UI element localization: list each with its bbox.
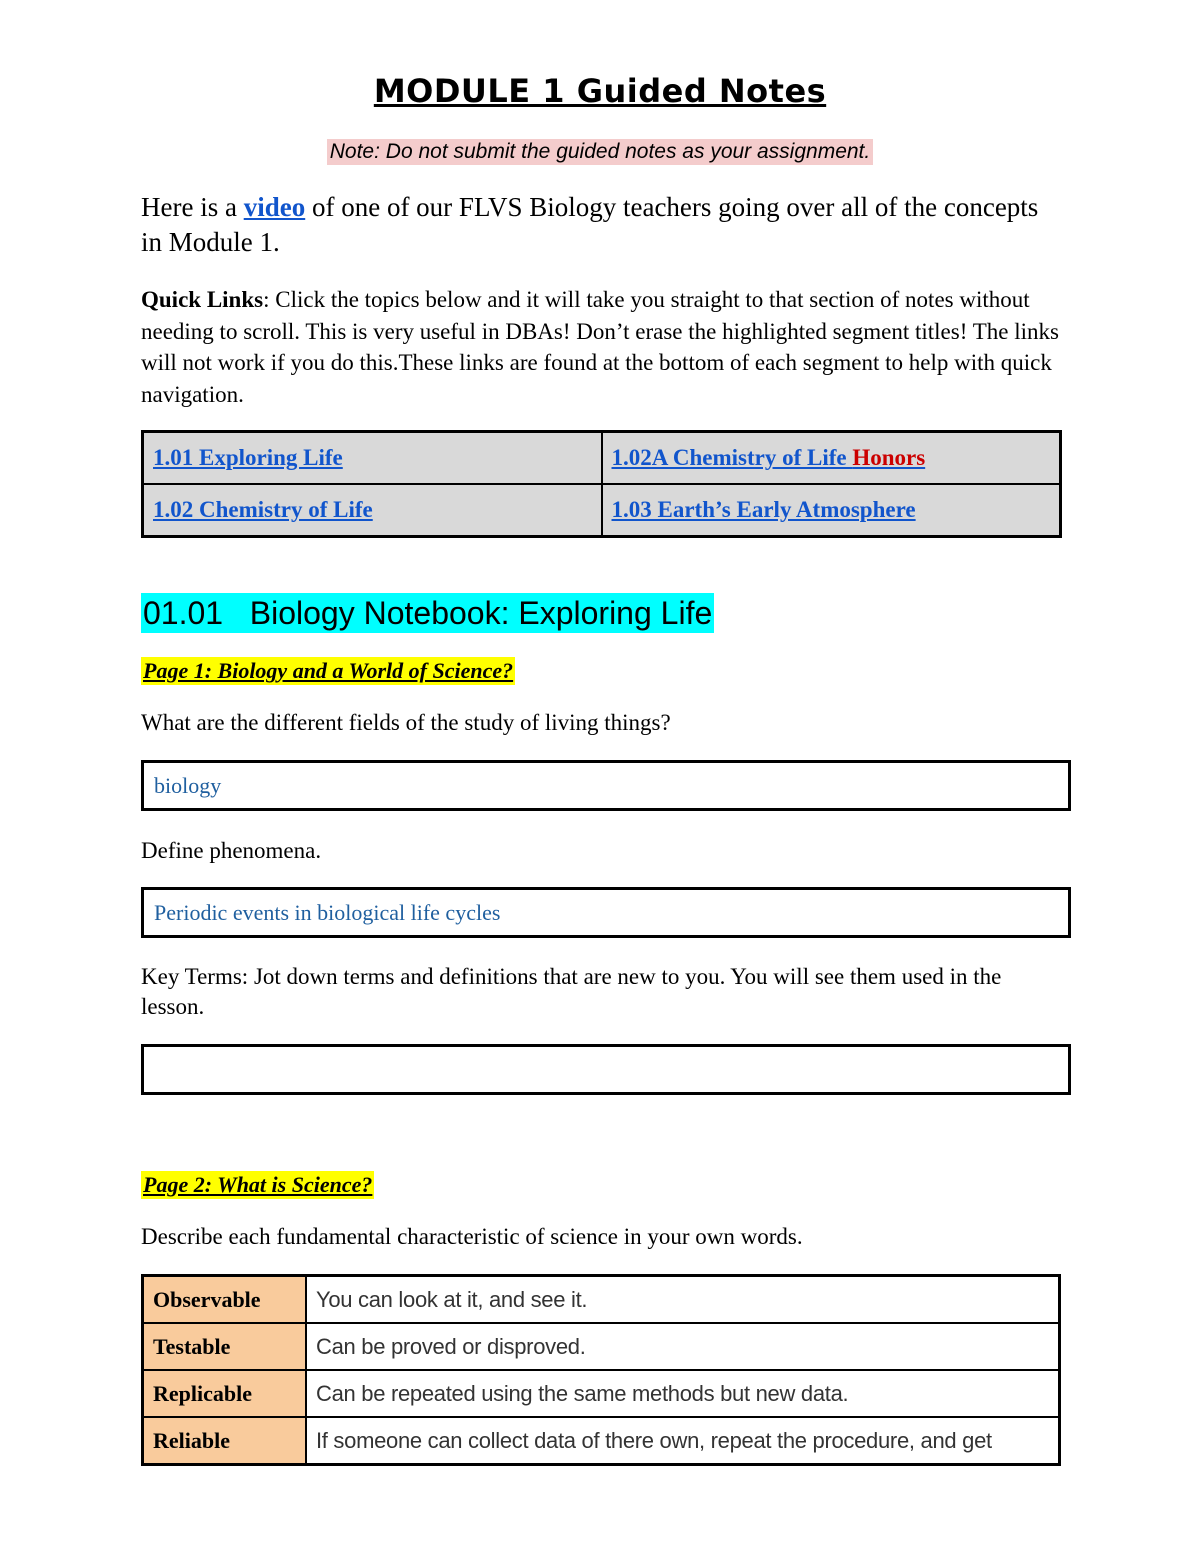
definition-cell[interactable]: Can be repeated using the same methods but new data. [306,1370,1060,1417]
term-cell: Reliable [143,1417,307,1465]
answer-phenomena[interactable] [141,887,1071,938]
link-1-03-atmosphere[interactable]: 1.03 Earth’s Early Atmosphere [611,497,916,522]
link-1-02a-chemistry[interactable]: 1.02A Chemistry of Life [611,445,853,470]
link-1-02-chemistry[interactable]: 1.02 Chemistry of Life [153,497,373,522]
page-title: MODULE 1 Guided Notes [373,72,827,110]
video-link[interactable]: video [243,192,306,222]
definition-cell[interactable]: If someone can collect data of there own, repeat the procedure, and get [306,1417,1060,1465]
table-row [143,1370,1060,1417]
note-wrapper [0,139,1200,165]
intro-suffix: of one of our FLVS Biology teachers going over all of the concepts in Module 1. [141,192,1039,257]
definition-cell[interactable]: You can look at it, and see it. [306,1276,1060,1324]
link-cell-1-01[interactable] [143,432,602,485]
question-characteristics: Describe each fundamental characteristic of science in your own words. [141,1224,803,1249]
answer-fields[interactable] [141,760,1071,811]
submission-note: Note: Do not submit the guided notes as your assignment. [327,139,873,165]
characteristics-table [141,1274,1061,1466]
term-cell: Testable [143,1323,307,1370]
quick-links-paragraph [141,284,1061,410]
link-1-01-exploring-life[interactable]: 1.01 Exploring Life [153,445,343,470]
answer-fields-text: biology [154,772,222,798]
intro-prefix: Here is a [141,192,244,222]
term-cell: Observable [143,1276,307,1324]
answer-phenomena-text: Periodic events in biological life cycles [154,899,501,925]
link-cell-1-03[interactable] [602,484,1061,537]
table-row [143,1323,1060,1370]
page1-heading: Page 1: Biology and a World of Science? [143,658,514,683]
page2-heading: Page 2: What is Science? [143,1172,373,1197]
link-cell-1-02a[interactable] [602,432,1061,485]
answer-key-terms[interactable] [141,1044,1071,1095]
definition-cell[interactable]: Can be proved or disproved. [306,1323,1060,1370]
question-phenomena: Define phenomena. [141,838,322,863]
intro-paragraph [141,190,1061,260]
question-fields: What are the different fields of the study of living things? [141,710,671,735]
table-row [143,1276,1060,1324]
question-key-terms: Key Terms: Jot down terms and definitions that are new to you. You will see them used in the lesson. [141,964,1002,1019]
honors-label[interactable]: Honors [852,445,926,470]
term-cell: Replicable [143,1370,307,1417]
section-heading: 01.01 Biology Notebook: Exploring Life [143,595,713,631]
link-cell-1-02[interactable] [143,484,602,537]
quick-links-table [141,430,1062,538]
table-row [143,1417,1060,1465]
quick-links-label: Quick Links [141,287,264,312]
quick-links-text: : Click the topics below and it will take you straight to that section of notes without needing to scroll. This is very useful in DBAs! Don’t erase the highlighted segment titles! The links will not work if you do this.These links are found at the bottom of each segment to help with quick navigation. [141,287,1059,407]
